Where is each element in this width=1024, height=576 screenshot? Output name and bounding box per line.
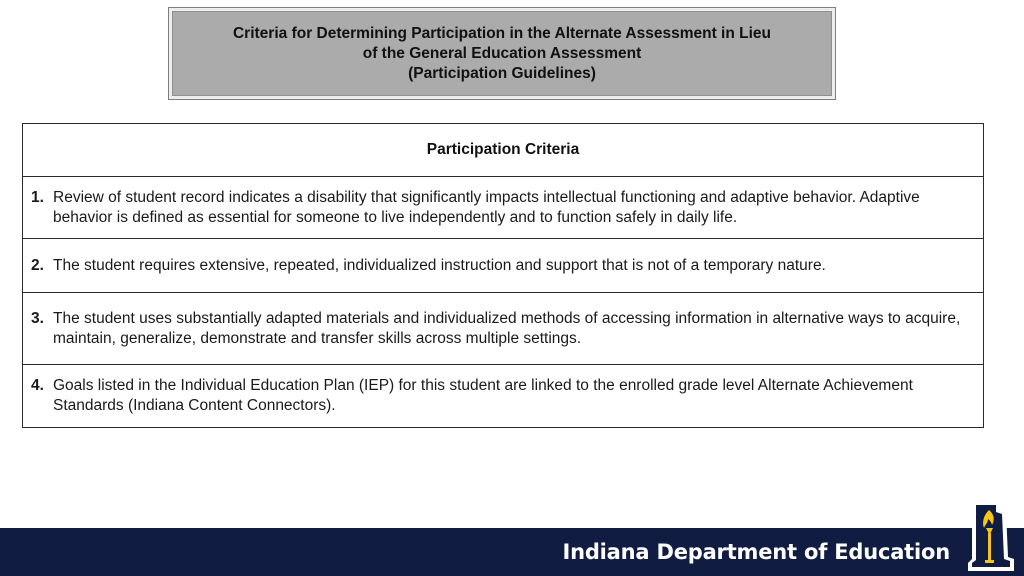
criteria-row <box>23 239 983 293</box>
table-header: Participation Criteria <box>23 124 983 177</box>
criteria-text: The student requires extensive, repeated, individualized instruction and support that is not of a temporary nature. <box>53 256 826 274</box>
title-line-1: Criteria for Determining Participation in the Alternate Assessment in Lieu <box>232 24 772 42</box>
criteria-number: 4. <box>31 377 44 394</box>
criteria-row <box>23 365 983 427</box>
criteria-number: 1. <box>31 188 44 206</box>
criteria-text: Goals listed in the Individual Education Plan (IEP) for this student are linked to the enrolled grade level Alternate Achievement Standards (Indiana Content Connectors). <box>53 377 913 414</box>
criteria-number: 2. <box>31 256 44 274</box>
participation-criteria-table <box>22 123 984 428</box>
criteria-text: The student uses substantially adapted materials and individualized methods of accessing information in alternative ways to acquire, maintain, generalize, demonstrate and transfer skills across multiple settings. <box>53 309 961 347</box>
criteria-number: 3. <box>31 309 44 327</box>
criteria-row <box>23 293 983 365</box>
title-line-2: of the General Education Assessment <box>362 44 642 62</box>
indiana-torch-logo-icon <box>962 497 1018 573</box>
criteria-row-content <box>31 376 975 416</box>
criteria-row-content <box>31 188 975 228</box>
criteria-row-content <box>31 309 975 349</box>
footer-bar <box>0 528 1024 576</box>
title-box <box>168 7 836 100</box>
criteria-text: Review of student record indicates a disability that significantly impacts intellectual functioning and adaptive behavior. Adaptive behavior is defined as essential for someone to live independently and to function safely in daily life. <box>53 188 920 226</box>
criteria-row <box>23 177 983 239</box>
organization-name: Indiana Department of Education <box>562 540 950 564</box>
title-line-3: (Participation Guidelines) <box>408 64 596 82</box>
criteria-row-content <box>31 256 826 276</box>
